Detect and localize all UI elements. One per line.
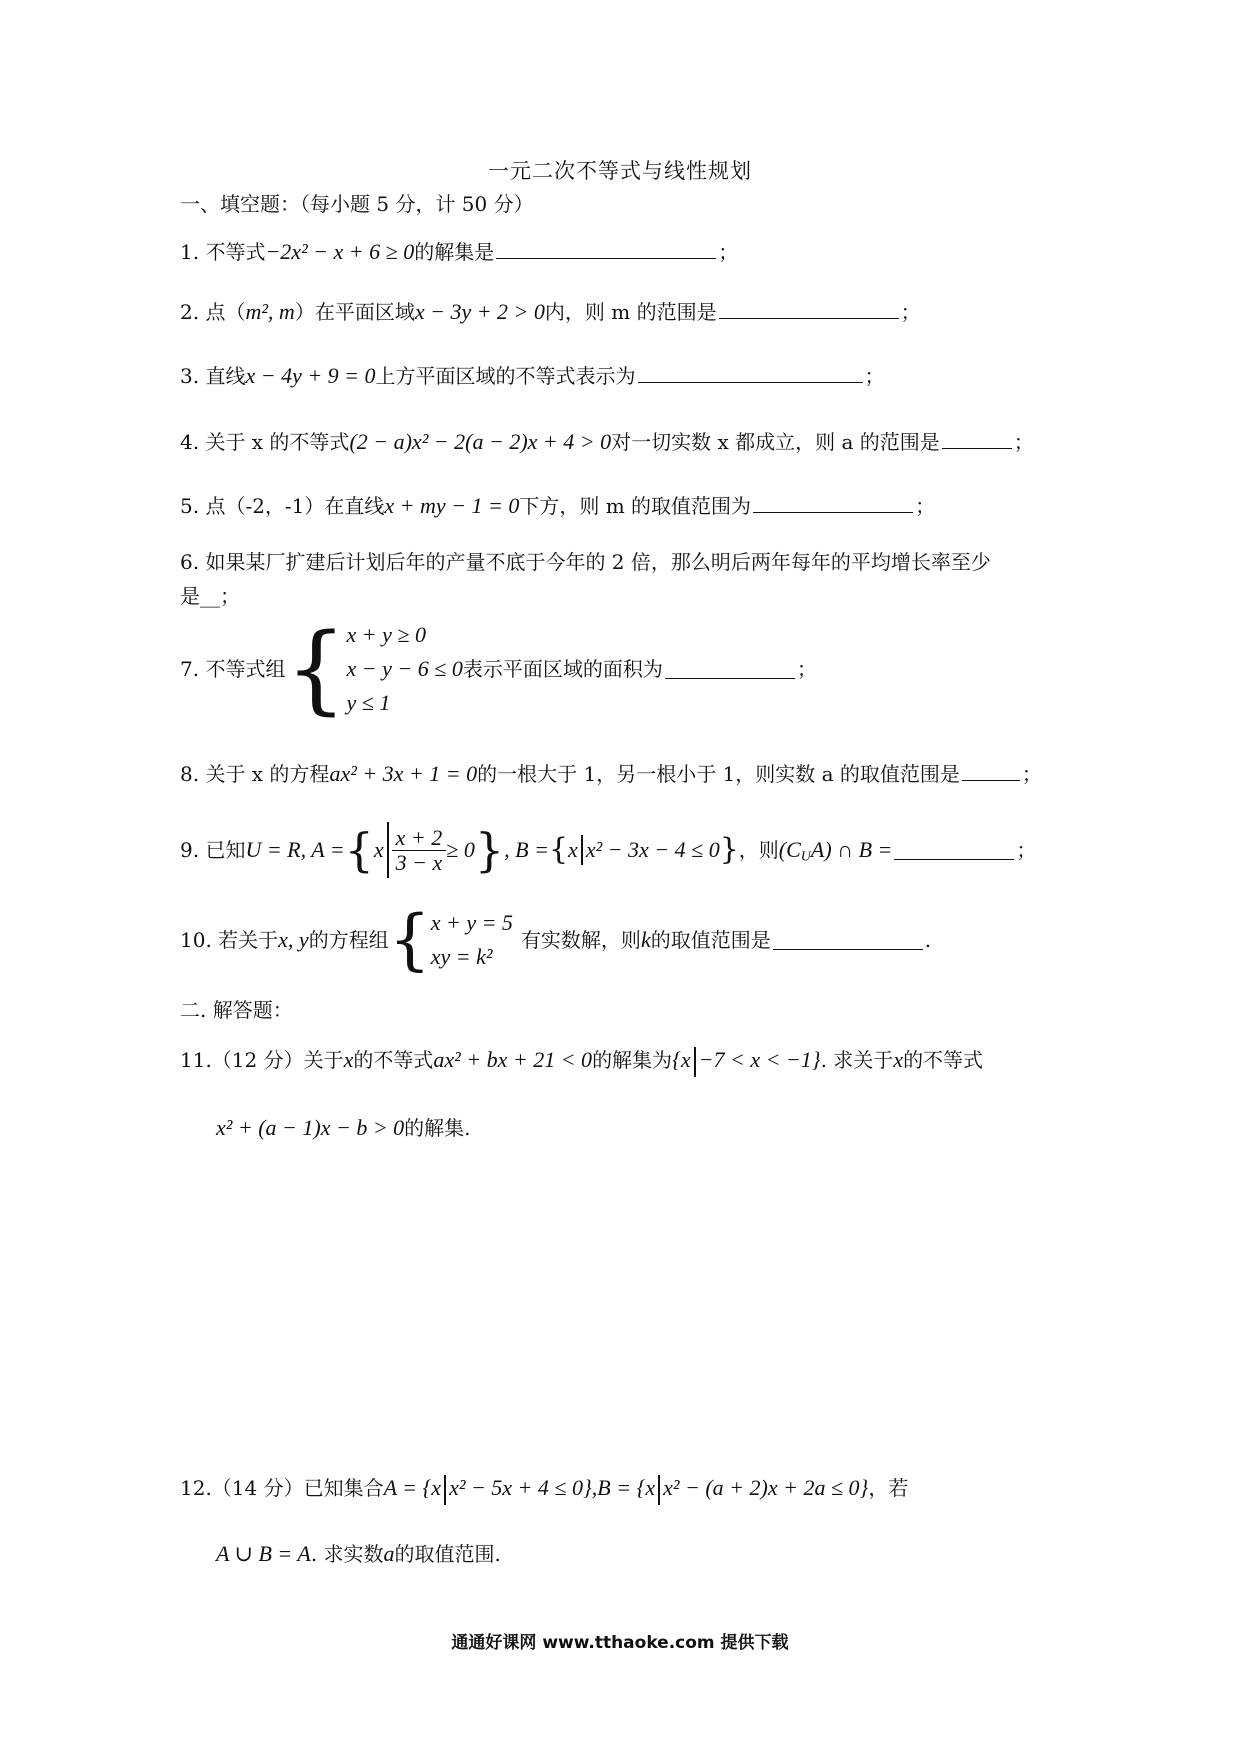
question-6-line-1: 6. 如果某厂扩建后计划后年的产量不底于今年的 2 倍，那么明后两年每年的平均增长率至少 (180, 550, 991, 574)
question-6-line-2: 是__； (180, 584, 240, 608)
question-4: 4. 关于 x 的不等式(2 − a)x² − 2(a − 2)x + 4 > 0对一切实数 x 都成立，则 a 的范围是 ； (180, 429, 1034, 454)
answer-blank[interactable] (942, 430, 1012, 449)
question-8: 8. 关于 x 的方程ax² + 3x + 1 = 0的一根大于 1，另一根小于 1，则实数 a 的取值范围是 ； (180, 761, 1042, 786)
equation-system: x + y = 5 xy = k² (430, 910, 513, 969)
section-solve-heading: 二. 解答题： (180, 998, 293, 1022)
question-7: 7. 不等式组{ x + y ≥ 0 x − y − 6 ≤ 0 y ≤ 1 表示平面区域的面积为 ； (180, 613, 817, 725)
question-2: 2. 点（m², m）在平面区域x − 3y + 2 > 0内，则 m 的范围是 ； (180, 299, 921, 324)
footer-source: 通通好课网 www.tthaoke.com 提供下载 (451, 1633, 789, 1653)
question-3: 3. 直线x − 4y + 9 = 0上方平面区域的不等式表示为 ； (180, 363, 885, 388)
question-12: 12.（14 分）已知集合A = {x x² − 5x + 4 ≤ 0},B = {x x² − (a + 2)x + 2a ≤ 0}，若 (180, 1474, 908, 1505)
answer-blank[interactable] (719, 300, 899, 319)
question-12-line-2: A ∪ B = A. 求实数a的取值范围. (216, 1541, 501, 1566)
page-title: 一元二次不等式与线性规划 (488, 159, 752, 183)
answer-blank[interactable] (894, 841, 1014, 860)
question-10: 10. 若关于x, y的方程组{ x + y = 5 xy = k² 有实数解，则k的取值范围是 . (180, 901, 932, 978)
answer-blank[interactable] (773, 931, 923, 950)
question-5: 5. 点（-2，-1）在直线x + my − 1 = 0下方，则 m 的取值范围为 ； (180, 493, 936, 518)
inequality-system: x + y ≥ 0 x − y − 6 ≤ 0 y ≤ 1 (346, 622, 463, 715)
fraction: $\frac{x + 2}{3 - x}$ (392, 826, 447, 875)
question-11: 11.（12 分）关于x的不等式ax² + bx + 21 < 0的解集为{x −7 < x < −1}. 求关于x的不等式 (180, 1046, 983, 1077)
left-brace: { (285, 613, 347, 725)
left-brace: { (388, 901, 431, 978)
answer-blank[interactable] (638, 364, 863, 383)
answer-blank[interactable] (962, 762, 1020, 781)
question-1: 1. 不等式−2x² − x + 6 ≥ 0的解集是 ； (180, 239, 739, 264)
answer-blank[interactable] (496, 240, 716, 259)
answer-blank[interactable] (753, 494, 913, 513)
question-9: 9. 已知U = R, A ={x $\frac{x + 2}{3 - x}$ ≥ 0}, B ={x x² − 3x − 4 ≤ 0}，则$(C_UA)$ ∩ B = ； (180, 823, 1037, 877)
answer-blank[interactable] (665, 660, 795, 679)
question-11-line-2: x² + (a − 1)x − b > 0的解集. (216, 1115, 471, 1140)
section-fill-in-heading: 一、填空题：（每小题 5 分，计 50 分） (180, 192, 534, 216)
